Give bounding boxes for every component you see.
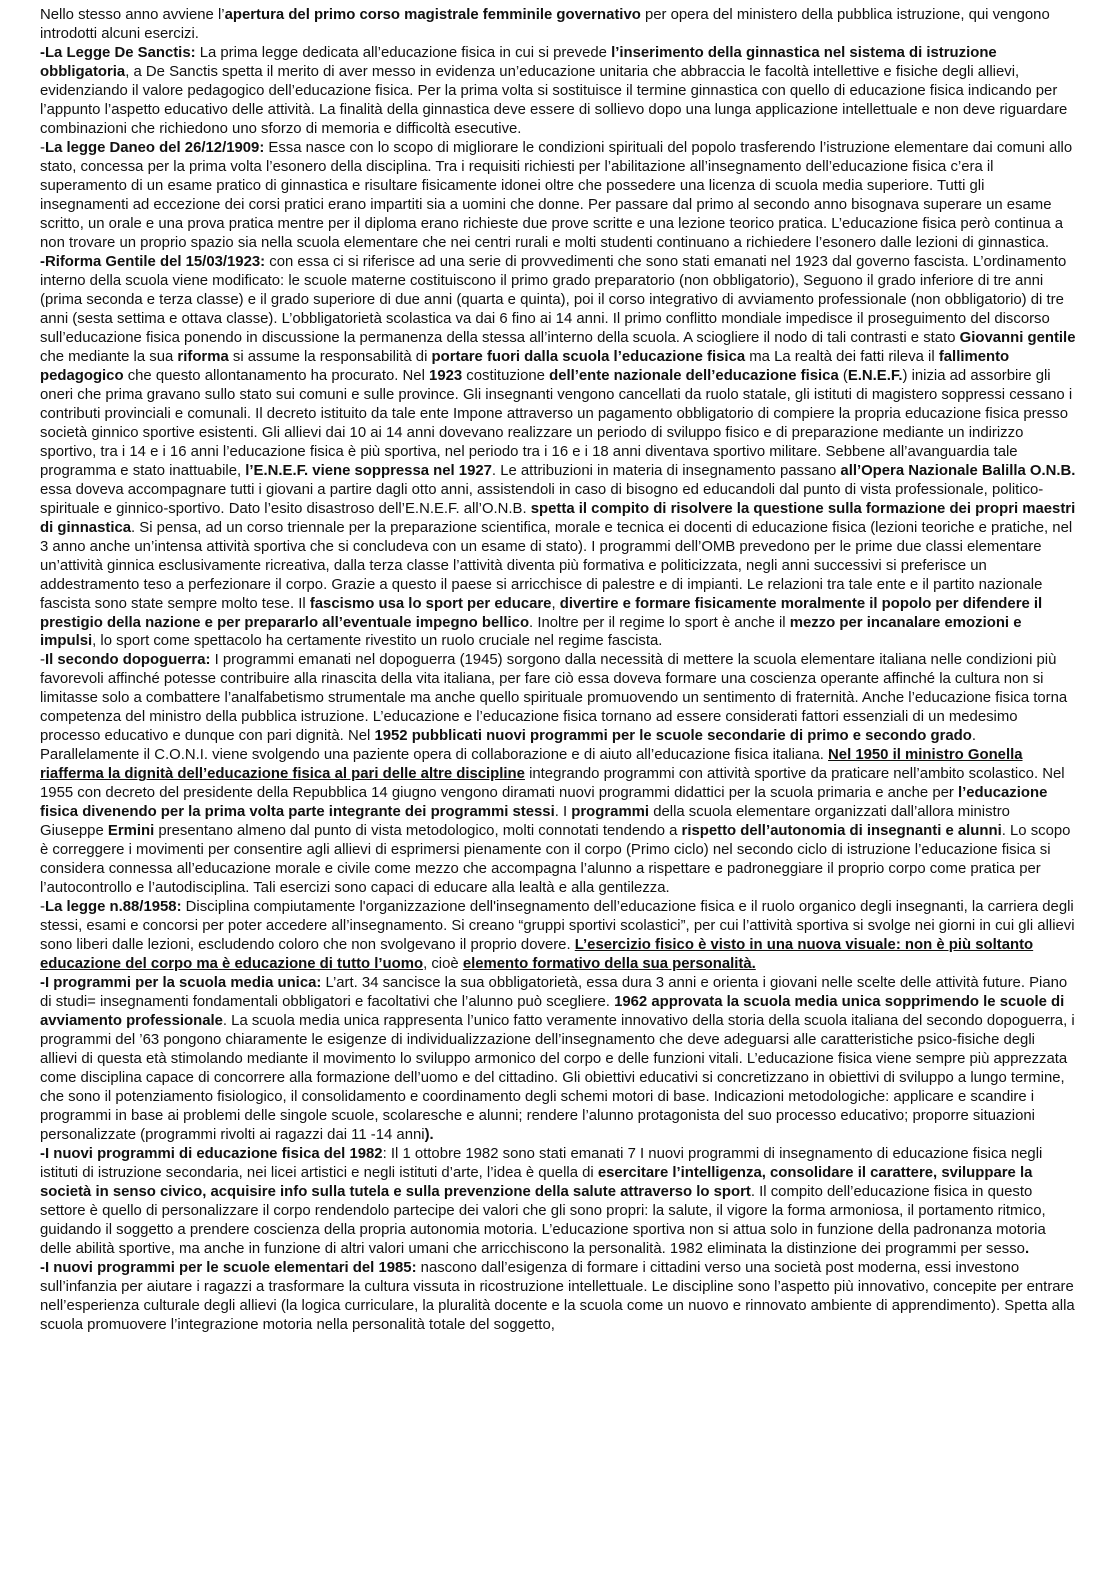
- bold-text: -I programmi per la scuola media unica:: [40, 975, 322, 992]
- bold-text: fallimento pedagogico: [40, 348, 1010, 384]
- text-run: . Inoltre per il regime lo sport è anche il: [529, 614, 790, 631]
- bold-text: -I nuovi programmi per le scuole elementari del 1985:: [40, 1259, 417, 1276]
- text-run: presentano almeno dal punto di vista metodologico, molti connotati tendendo a: [154, 823, 682, 840]
- text-run: nascono dall’esigenza di formare i cittadini verso una società post moderna, essi investono sull’infanzia per aiutare i ragazzi a trasformare la cultura vissuta in ricostruzione intellettuale. Le discipline sono l’aspetto più innovativo, concepite per entrare nell’esperienza culturale degli allievi (la logica curriculare, la pluralità docente e la scuola come un nuovo e rinnovato ambiente di apprendimento). Spetta alla scuola promuovere l’integrazione motoria nella personalità totale del soggetto,: [40, 1259, 1075, 1333]
- text-run: ,: [551, 595, 560, 612]
- bold-text: -La Legge De Sanctis:: [40, 44, 196, 61]
- text-run: si assume la responsabilità di: [228, 348, 432, 365]
- text-run: . La scuola media unica rappresenta l’unico fatto veramente innovativo della storia della scuola italiana del secondo dopoguerra, i programmi del ’63 pongono chiaramente le esigenze di individualizzazione dell’insegnamento che deve adeguarsi alle caratteristiche psico-fisiche degli allievi di questa età stimolando mediante il movimento lo sviluppo armonico del corpo e delle funzioni vitali. L’educazione fisica viene sempre più apprezzata come disciplina capace di concorrere alla formazione dell’uomo e del cittadino. Gli obiettivi educativi si concretizzano in obiettivi di sviluppo a lungo termine, che sono il potenziamento fisiologico, il consolidamento e coordinamento degli schemi motori di base. Indicazioni metodologiche: applicare e scandire i programmi in base ai problemi delle singole scuole, scolaresche e alunni; rendere l’alunno protagonista del suo processo educativo; proporre situazioni personalizzate (programmi rivolti ai ragazzi dai 11 -14 anni: [40, 1013, 1075, 1144]
- paragraph: [40, 1259, 1076, 1335]
- bold-text: Giovanni gentile: [959, 329, 1076, 346]
- text-run: -: [40, 899, 45, 916]
- paragraph: [40, 139, 1076, 253]
- bold-text: spetta il compito di risolvere la questione sulla formazione dei propri maestri di ginnastica: [40, 500, 1076, 536]
- bold-text: 1962 approvata la scuola media unica sopprimendo le scuole di avviamento professionale: [40, 994, 1065, 1030]
- text-run: -: [40, 139, 45, 156]
- text-run: della scuola elementare organizzati dall’allora ministro Giuseppe: [40, 804, 1010, 840]
- bold-text: ).: [424, 1127, 434, 1144]
- bold-text: E.N.E.F.: [847, 367, 903, 384]
- bold-text: 1923: [429, 367, 463, 384]
- text-run: Nello stesso anno avviene l’: [40, 7, 225, 23]
- text-run: essa doveva accompagnare tutti i giovani a partire dagli otto anni, assistendoli in caso di bisogno ed educandoli dal punto di vista professionale, politico-spirituale e ginnico-sportivo. Dato l’esito disastroso dell’E.N.E.F. all’O.N.B.: [40, 481, 1044, 517]
- text-run: La prima legge dedicata all’educazione fisica in cui si prevede: [195, 44, 612, 61]
- bold-text: portare fuori dalla scuola l’educazione fisica: [431, 348, 746, 365]
- text-run: , a De Sanctis spetta il merito di aver messo in evidenza un’educazione unitaria che abbraccia le facoltà intellettive e fisiche degli allievi, evidenziando il valore pedagogico dell’educazione fisica. Per la prima volta si sostituisce il termine ginnastica con quello di educazione fisica indicando per l’appunto l’aspetto educativo delle attività. La finalità della ginnastica deve essere di sollievo dopo una lunga applicazione intellettuale e non deve riguardare combinazioni che richiedono uno sforzo di memoria e difficoltà esecutive.: [40, 63, 1068, 137]
- text-run: . Si pensa, ad un corso triennale per la preparazione scientifica, morale e tecnica ei docenti di educazione fisica (lezioni teoriche e pratiche, nel 3 anno anche un’intensa attività sportiva che si concludeva con un esame di stato). I programmi dell’OMB prevedono per le prime due classi elementare un’attività ginnica esclusivamente ricreativa, dalla terza classe l’attività diventa più formativa e politicizzata, negli anni successivi si preferisce un addestramento teso a perfezionare il corpo. Grazie a questo il paese si arricchisce di palestre e di impianti. Le relazioni tra tale ente e il partito nazionale fascista sono state sempre molto tese. Il: [40, 519, 1073, 612]
- bold-text: 1952 pubblicati nuovi programmi per le scuole secondarie di primo e secondo grado: [374, 728, 972, 745]
- bold-text: .: [1024, 1240, 1030, 1257]
- bold-text: programmi: [571, 804, 650, 821]
- paragraph: [40, 651, 1076, 898]
- underlined-bold-text: L’esercizio fisico è visto in una nuova visuale: non è più soltanto educazione del corpo ma è educazione di tutto l’uomo: [40, 937, 1034, 973]
- bold-text: La legge n.88/1958:: [44, 899, 182, 916]
- bold-text: riforma: [177, 348, 229, 365]
- bold-text: Il secondo dopoguerra:: [44, 652, 211, 669]
- text-run: che questo allontanamento ha procurato. Nel: [123, 367, 430, 384]
- bold-text: mezzo per incanalare emozioni e impulsi: [40, 614, 1022, 650]
- text-run: , cioè: [423, 956, 463, 973]
- text-run: . Il compito dell’educazione fisica in questo settore è quello di personalizzare il corpo rendendolo partecipe dei valori che gli sono propri: la salute, il vigore la forma armoniosa, il portamento ritmico, guidando il soggetto a prendere coscienza della propria autonomia motoria. L’educazione sportiva non si attua solo in funzione della padronanza motoria delle abilità sportive, ma anche in funzione di altri valori umani che arricchiscono la personalità. 1982 eliminata la distinzione dei programmi per sesso: [40, 1184, 1046, 1257]
- text-run: integrando programmi con attività sportive da praticare nell’ambito scolastico. Nel 1955 con decreto del presidente della Repubblica 14 giugno vengono diramati nuovi programmi didattici per la scuola primaria e anche per: [40, 766, 1065, 802]
- text-run: . Le attribuzioni in materia di insegnamento passano: [491, 462, 841, 479]
- paragraph: [40, 974, 1076, 1145]
- text-run: . Parallelamente il C.O.N.I. viene svolgendo una paziente opera di collaborazione e di aiuto all’educazione fisica italiana.: [40, 728, 977, 764]
- paragraph: [40, 898, 1076, 974]
- paragraph: [40, 6, 1076, 44]
- bold-text: divertire e formare fisicamente moralmente il popolo per difendere il prestigio della nazione e per prepararlo all’eventuale impegno bellico: [40, 595, 1043, 631]
- bold-text: esercitare l’intelligenza, consolidare il carattere, sviluppare la società in senso civico, acquisire info sulla tutela e sulla prevenzione della salute attraverso lo sport: [40, 1165, 1033, 1201]
- bold-text: Ermini: [107, 823, 155, 840]
- bold-text: rispetto dell’autonomia di insegnanti e alunni: [681, 823, 1002, 840]
- paragraph: [40, 253, 1076, 652]
- text-run: per opera del ministero della pubblica istruzione, qui vengono introdotti alcuni esercizi.: [40, 7, 1050, 42]
- bold-text: l’E.N.E.F. viene soppressa nel 1927: [245, 462, 492, 479]
- text-run: Disciplina compiutamente l'organizzazione dell'insegnamento dell’educazione fisica e il ruolo organico degli insegnanti, la carriera degli stessi, esami e concorsi per poter accedere all’insegnamento. Si creano “gruppi sportivi scolastici”, per cui l’attività sportiva si svolge nei giorni in cui gli allievi sono liberi dalle lezioni, escludendo coloro che non svolgevano il proprio dovere.: [40, 899, 1075, 954]
- text-run: costituzione: [462, 367, 550, 384]
- text-run: Essa nasce con lo scopo di migliorare le condizioni spirituali del popolo trasferendo l’istruzione elementare dai comuni allo stato, concessa per la prima volta l’esonero della disciplina. Tra i requisiti richiesti per l’abilitazione all’insegnamento dell’educazione fisica c’era il superamento di un esame pratico di ginnastica e risultare fisicamente idonei oltre che possedere una licenza di scuola media superiore. Tutti gli insegnamenti ad eccezione dei corsi pratici erano impartiti sia a uomini che donne. Per passare dal primo al secondo anno bisognava superare un esame scritto, un orale e una prova pratica mentre per il diploma erano richieste due prove scritte e una lezione teorico pratica. L’educazione fisica però continua a non trovare un proprio spazio sia nella scuola elementare che nei centri rurali e molti studenti continuano a richiedere l’esonero dalle lezioni di ginnastica.: [40, 139, 1073, 251]
- bold-text: dell’ente nazionale dell’educazione fisica: [549, 367, 839, 384]
- text-run: che mediante la sua: [40, 348, 178, 365]
- bold-text: -I nuovi programmi di educazione fisica del 1982: [40, 1146, 383, 1163]
- bold-text: -Riforma Gentile del 15/03/1923:: [40, 253, 266, 270]
- text-run: ma La realtà dei fatti rileva il: [745, 348, 939, 365]
- paragraph: [40, 1145, 1076, 1259]
- bold-text: l’inserimento della ginnastica nel sistema di istruzione obbligatoria: [40, 44, 997, 80]
- bold-text: all’Opera Nazionale Balilla O.N.B.: [840, 462, 1076, 479]
- text-run: ) inizia ad assorbire gli oneri che prima gravano sullo stato sui comuni e sulle province. Gli insegnanti vengono cancellati da ruolo statale, gli istituti di magistero soppressi cessano i contributi provinciali e comunali. Il decreto istituito da tale ente Impone attraverso un pagamento obbligatorio di compiere la propria educazione fisica presso società ginnico sportive esistenti. Gli allievi dai 10 ai 14 anni dovevano realizzare un periodo di sviluppo fisico e di preparazione mediante un indirizzo sportivo, tra i 14 e i 16 anni l’educazione fisica è più sportiva, nel periodo tra i 16 e i 18 anni diventava sportivo militare. Sebbene all’avanguardia tale programma e stato inattuabile,: [40, 367, 1073, 479]
- text-run: , lo sport come spettacolo ha certamente rivestito un ruolo cruciale nel regime fascista.: [92, 633, 663, 650]
- text-run: L’art. 34 sancisce la sua obbligatorietà, essa dura 3 anni e orienta i giovani nelle scelte delle attività future. Piano di studi= insegnamenti fondamentali obbligatori e facoltativi che l’alunno può scegliere.: [40, 975, 1068, 1011]
- text-run: . Lo scopo è correggere i movimenti per consentire agli allievi di esprimersi pienamente con il corpo (Primo ciclo) nel secondo ciclo di istruzione l’educazione fisica si considera connessa all’educazione morale e civile come mezzo che accompagna l’alunno a rispettare e padroneggiare il proprio corpo come pratica per l’autocontrollo e l’autodisciplina. Tali esercizi sono capaci di educare alla lealtà e alla gentilezza.: [40, 823, 1071, 897]
- bold-text: apertura del primo corso magistrale femminile governativo: [224, 7, 641, 23]
- underlined-bold-text: Nel 1950 il ministro Gonella riafferma la dignità dell’educazione fisica al pari delle altre discipline: [40, 747, 1023, 783]
- text-run: : Il 1 ottobre 1982 sono stati emanati 7 I nuovi programmi di insegnamento di educazione fisica negli istituti di istruzione secondaria, nei licei artistici e negli istituti d’arte, l’idea è quella di: [40, 1146, 1043, 1182]
- underlined-bold-text: elemento formativo della sua personalità.: [462, 956, 756, 973]
- text-run: . I: [554, 804, 572, 821]
- text-run: I programmi emanati nel dopoguerra (1945) sorgono dalla necessità di mettere la scuola elementare italiana nelle condizioni più favorevoli affinché potesse contribuire alla rinascita della vita italiana, per fare ciò essa doveva formare una coscienza operante affinché la cultura non si limitasse solo a combattere l’analfabetismo strumentale ma anche quello spirituale promuovendo un sentimento di fraternità. Anche l’educazione fisica torna competenza del ministro della pubblica istruzione. L’educazione e l’educazione fisica tornano ad essere considerati fattori essenziali di un medesimo processo educativo e dunque con pari dignità. Nel: [40, 652, 1068, 745]
- text-run: -: [40, 652, 45, 669]
- paragraph: [40, 44, 1076, 139]
- text-run: (: [838, 367, 848, 384]
- bold-text: La legge Daneo del 26/12/1909:: [44, 139, 265, 156]
- bold-text: l’educazione fisica divenendo per la prima volta parte integrante dei programmi stessi: [40, 785, 1048, 821]
- text-run: con essa ci si riferisce ad una serie di provvedimenti che sono stati emanati nel 1923 dal governo fascista. L’ordinamento interno della scuola viene modificato: le scuole materne costituiscono il primo grado preparatorio (non obbligatorio), Seguono il grado inferiore di tre anni (prima seconda e terza classe) e il grado superiore di due anni (quarta e quinta), poi il corso integrativo di avviamento professionale (non obbligatorio) di tre anni (sesta settima e ottava classe). L’obbligatorietà scolastica va dai 6 fino ai 14 anni. Il primo conflitto mondiale impedisce il proseguimento del discorso sull’educazione fisica ponendo in discussione la permanenza della stessa all’interno della scuola. A sciogliere il nodo di tali contrasti e stato: [40, 253, 1067, 346]
- bold-text: fascismo usa lo sport per educare: [309, 595, 552, 612]
